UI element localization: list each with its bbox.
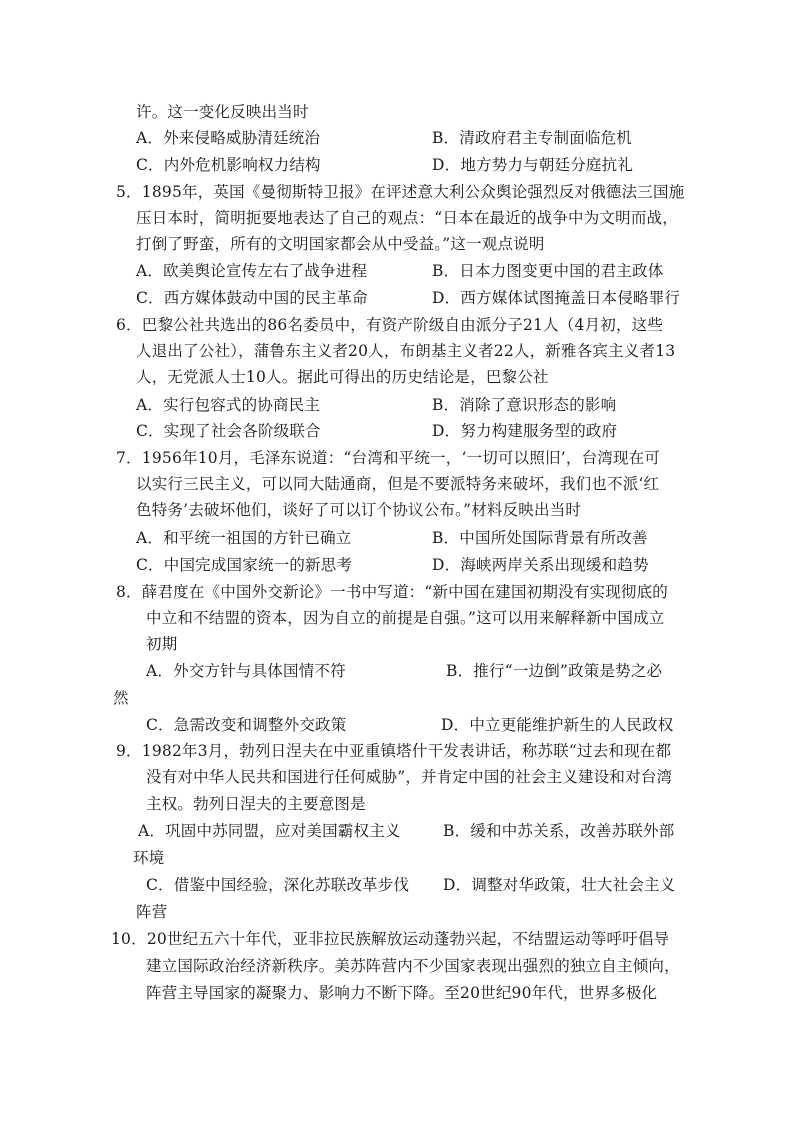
q7-option-c: C．中国完成国家统一的新思考 xyxy=(136,556,353,574)
q6-stem-line-3: 人，无党派人士10人。据此可得出的历史结论是，巴黎公社 xyxy=(136,368,549,386)
q8-option-c: C．急需改变和调整外交政策 xyxy=(146,716,347,734)
q9-option-d-wrap: 阵营 xyxy=(136,903,168,921)
q5-option-d: D．西方媒体试图掩盖日本侵略罪行 xyxy=(432,289,681,307)
q8-option-b: B．推行“一边倒”政策是势之必 xyxy=(446,662,663,680)
q8-stem-line-2: 中立和不结盟的资本，因为自立的前提是自强。”这可以用来解释新中国成立 xyxy=(146,609,665,627)
question-4-stem-tail: 许。这一变化反映出当时 xyxy=(136,103,309,121)
q9-option-c: C．借鉴中国经验，深化苏联改革步伐 xyxy=(146,876,410,894)
q10-stem-line-1: 10．20世纪五六十年代，亚非拉民族解放运动蓬勃兴起，不结盟运动等呼吁倡导 xyxy=(111,930,670,948)
q6-option-a: A．实行包容式的协商民主 xyxy=(136,396,321,414)
q4-option-b: B．清政府君主专制面临危机 xyxy=(432,129,632,147)
q8-option-b-wrap: 然 xyxy=(113,689,129,707)
q8-option-a: A．外交方针与具体国情不符 xyxy=(146,662,346,680)
q6-option-b: B．消除了意识形态的影响 xyxy=(432,396,617,414)
q9-option-a: A．巩固中苏同盟，应对美国霸权主义 xyxy=(138,822,401,840)
q9-option-b-wrap: 环境 xyxy=(133,849,165,867)
q10-stem-line-3: 阵营主导国家的凝聚力、影响力不断下降。至20世纪90年代，世界多极化 xyxy=(146,984,658,1002)
q9-option-b: B．缓和中苏关系，改善苏联外部 xyxy=(443,822,675,840)
q5-option-b: B．日本力图变更中国的君主政体 xyxy=(432,262,664,280)
q6-option-d: D．努力构建服务型的政府 xyxy=(432,422,618,440)
q9-stem-line-1: 9．1982年3月，勃列日涅夫在中亚重镇塔什干发表讲话，称苏联“过去和现在都 xyxy=(116,742,672,760)
q4-option-c: C．内外危机影响权力结构 xyxy=(136,156,321,174)
q7-option-d: D．海峡两岸关系出现缓和趋势 xyxy=(432,556,649,574)
q5-option-a: A．欧美舆论宣传左右了战争进程 xyxy=(136,262,368,280)
q7-stem-line-2: 以实行三民主义，可以同大陆通商，但是不要派特务来破坏，我们也不派‘红 xyxy=(136,475,660,493)
q6-stem-line-2: 人退出了公社），蒲鲁东主义者20人，布朗基主义者22人，新雅各宾主义者13 xyxy=(136,342,676,360)
q7-option-a: A．和平统一祖国的方针已确立 xyxy=(136,529,352,547)
q9-stem-line-3: 主权。勃列日涅夫的主要意图是 xyxy=(146,795,366,813)
q7-stem-line-3: 色特务’去破坏他们，谈好了可以订个协议公布。”材料反映出当时 xyxy=(136,501,582,519)
q5-stem-line-2: 压日本时，简明扼要地表达了自己的观点：“日本在最近的战争中为文明而战， xyxy=(136,209,678,227)
q8-option-d: D．中立更能维护新生的人民政权 xyxy=(441,716,674,734)
q7-stem-line-1: 7．1956年10月，毛泽东说道：“台湾和平统一，‘一切可以照旧’，台湾现在可 xyxy=(116,449,661,467)
q5-stem-line-1: 5．1895年，英国《曼彻斯特卫报》在评述意大利公众舆论强烈反对俄德法三国施 xyxy=(116,183,685,201)
q4-option-a: A．外来侵略威胁清廷统治 xyxy=(136,129,321,147)
q8-stem-line-3: 初期 xyxy=(146,635,178,653)
q4-option-d: D．地方势力与朝廷分庭抗礼 xyxy=(432,156,634,174)
q7-option-b: B．中国所处国际背景有所改善 xyxy=(432,529,648,547)
q9-stem-line-2: 没有对中华人民共和国进行任何威胁”，并肯定中国的社会主义建设和对台湾 xyxy=(146,768,673,786)
q5-stem-line-3: 打倒了野蛮，所有的文明国家都会从中受益。”这一观点说明 xyxy=(136,235,545,253)
q8-stem-line-1: 8．薛君度在《中国外交新论》一书中写道：“新中国在建国初期没有实现彻底的 xyxy=(116,583,668,601)
q10-stem-line-2: 建立国际政治经济新秩序。美苏阵营内不少国家表现出强烈的独立自主倾向， xyxy=(146,957,680,975)
q6-option-c: C．实现了社会各阶级联合 xyxy=(136,422,321,440)
q9-option-d: D．调整对华政策，壮大社会主义 xyxy=(443,876,676,894)
q5-option-c: C．西方媒体鼓动中国的民主革命 xyxy=(136,289,368,307)
q6-stem-line-1: 6．巴黎公社共选出的86名委员中，有资产阶级自由派分子21人（4月初，这些 xyxy=(116,316,664,334)
